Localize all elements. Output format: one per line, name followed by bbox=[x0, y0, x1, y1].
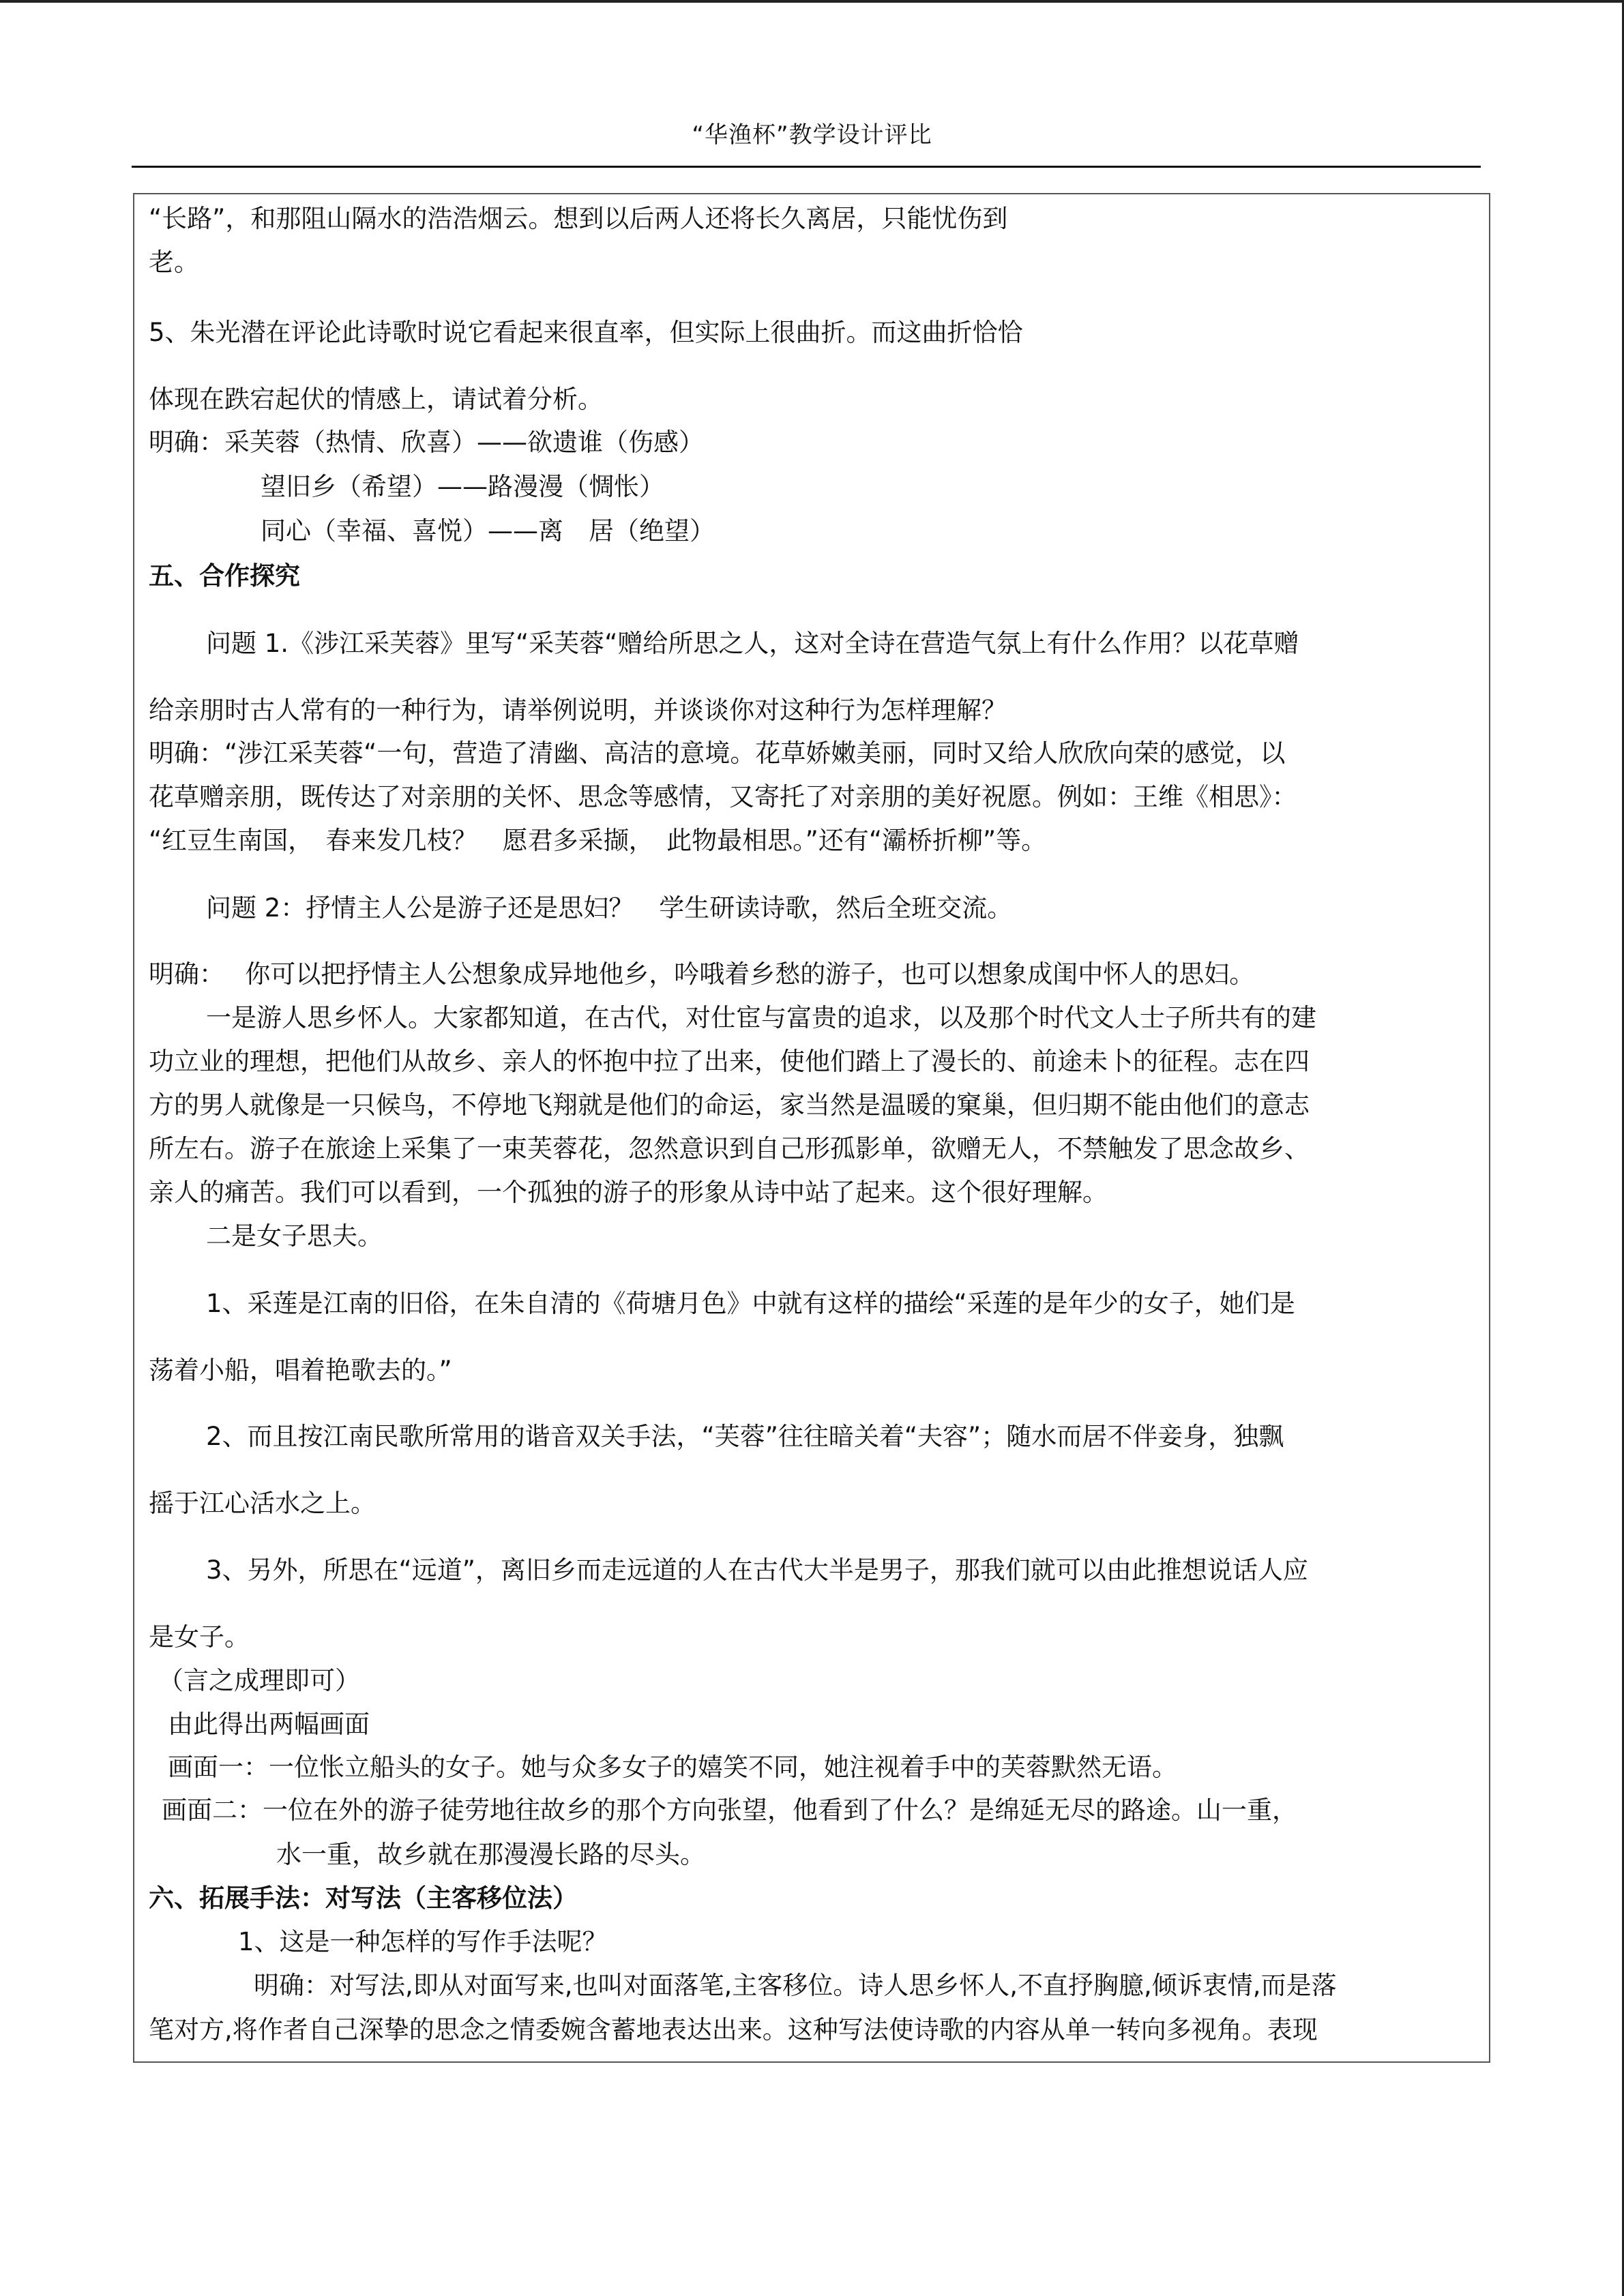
point-2: 2、而且按江南民歌所常用的谐音双关手法，“芙蓉”往往暗关着“夫容”；随水而居不伴妾身，独飘 bbox=[206, 1422, 1284, 1451]
answer-line: 同心（幸福、喜悦）——离 居（绝望） bbox=[261, 516, 715, 546]
text-line: 给亲朋时古人常有的一种行为，请举例说明，并谈谈你对这种行为怎样理解？ bbox=[149, 696, 1007, 725]
question-item: 1、这是一种怎样的写作手法呢？ bbox=[238, 1927, 608, 1956]
scene-1: 画面一：一位怅立船头的女子。她与众多女子的嬉笑不同，她注视着手中的芙蓉默然无语。 bbox=[168, 1753, 1177, 1782]
content-table-cell bbox=[133, 193, 1490, 2063]
answer-line: 望旧乡（希望）——路漫漫（惆怅） bbox=[261, 472, 664, 501]
answer-line: 明确：“涉江采芙蓉“一句，营造了清幽、高洁的意境。花草娇嫩美丽，同时又给人欣欣向荣的感觉，以 bbox=[149, 739, 1286, 768]
text-line: 方的男人就像是一只候鸟，不停地飞翔就是他们的命运，家当然是温暖的窠巢，但归期不能由他们的意志 bbox=[149, 1090, 1310, 1120]
text-line: 水一重，故乡就在那漫漫长路的尽头。 bbox=[276, 1840, 705, 1869]
text-line: 二是女子思夫。 bbox=[206, 1221, 383, 1251]
text-line: 老。 bbox=[149, 248, 199, 277]
text-line: 花草赠亲朋，既传达了对亲朋的关怀、思念等感情，又寄托了对亲朋的美好祝愿。例如：王维《相思》： bbox=[149, 782, 1297, 811]
scene-2: 画面二：一位在外的游子徒劳地往故乡的那个方向张望，他看到了什么？是绵延无尽的路途。山一重， bbox=[162, 1795, 1297, 1825]
text-line: 笔对方,将作者自己深挚的思念之情委婉含蓄地表达出来。这种写法使诗歌的内容从单一转向多视角。表现 bbox=[149, 2015, 1318, 2044]
text-line: 由此得出两幅画面 bbox=[168, 1710, 370, 1739]
text-line: “红豆生南国， 春来发几枝？ 愿君多采撷， 此物最相思。”还有“灞桥折柳”等。 bbox=[149, 826, 1047, 855]
answer-line: 明确：对写法,即从对面写来,也叫对面落笔,主客移位。诗人思乡怀人,不直抒胸臆,倾诉衷情,而是落 bbox=[254, 1971, 1337, 2000]
text-line: （言之成理即可） bbox=[158, 1666, 360, 1695]
page-top-border bbox=[0, 0, 1624, 3]
text-line: 是女子。 bbox=[149, 1622, 250, 1652]
point-3: 3、另外，所思在“远道”，离旧乡而走远道的人在古代大半是男子，那我们就可以由此推想说话人应 bbox=[206, 1555, 1308, 1585]
answer-line: 明确： 你可以把抒情主人公想象成异地他乡，吟哦着乡愁的游子，也可以想象成闺中怀人的思妇。 bbox=[149, 959, 1255, 989]
text-line: 所左右。游子在旅途上采集了一束芙蓉花，忽然意识到自己形孤影单，欲赠无人，不禁触发了思念故乡、 bbox=[149, 1134, 1310, 1163]
text-line: 摇于江心活水之上。 bbox=[149, 1489, 376, 1518]
question-2: 问题 2：抒情主人公是游子还是思妇？ 学生研读诗歌，然后全班交流。 bbox=[206, 893, 1013, 923]
text-line: “长路”，和那阻山隔水的浩浩烟云。想到以后两人还将长久离居，只能忧伤到 bbox=[149, 204, 1008, 233]
answer-line: 明确：采芙蓉（热情、欣喜）——欲遗谁（伤感） bbox=[149, 428, 704, 457]
header-divider bbox=[132, 166, 1481, 168]
question-5: 5、朱光潜在评论此诗歌时说它看起来很直率，但实际上很曲折。而这曲折恰恰 bbox=[149, 318, 1023, 347]
point-1: 1、采莲是江南的旧俗，在朱自清的《荷塘月色》中就有这样的描绘“采莲的是年少的女子，她们是 bbox=[206, 1289, 1295, 1318]
text-line: 亲人的痛苦。我们可以看到，一个孤独的游子的形象从诗中站了起来。这个很好理解。 bbox=[149, 1178, 1108, 1207]
section-heading-5: 五、合作探究 bbox=[149, 561, 300, 591]
text-line: 荡着小船，唱着艳歌去的。” bbox=[149, 1356, 452, 1385]
text-line: 一是游人思乡怀人。大家都知道，在古代，对仕宦与富贵的追求，以及那个时代文人士子所共有的建 bbox=[206, 1003, 1316, 1032]
text-line: 功立业的理想，把他们从故乡、亲人的怀抱中拉了出来，使他们踏上了漫长的、前途未卜的征程。志在四 bbox=[149, 1047, 1310, 1076]
question-1: 问题 1.《涉江采芙蓉》里写“采芙蓉“赠给所思之人，这对全诗在营造气氛上有什么作用？以花草赠 bbox=[206, 629, 1299, 658]
page-header-title: “华渔杯”教学设计评比 bbox=[692, 121, 932, 149]
section-heading-6: 六、拓展手法：对写法（主客移位法） bbox=[149, 1883, 578, 1913]
text-line: 体现在跌宕起伏的情感上，请试着分析。 bbox=[149, 385, 603, 414]
